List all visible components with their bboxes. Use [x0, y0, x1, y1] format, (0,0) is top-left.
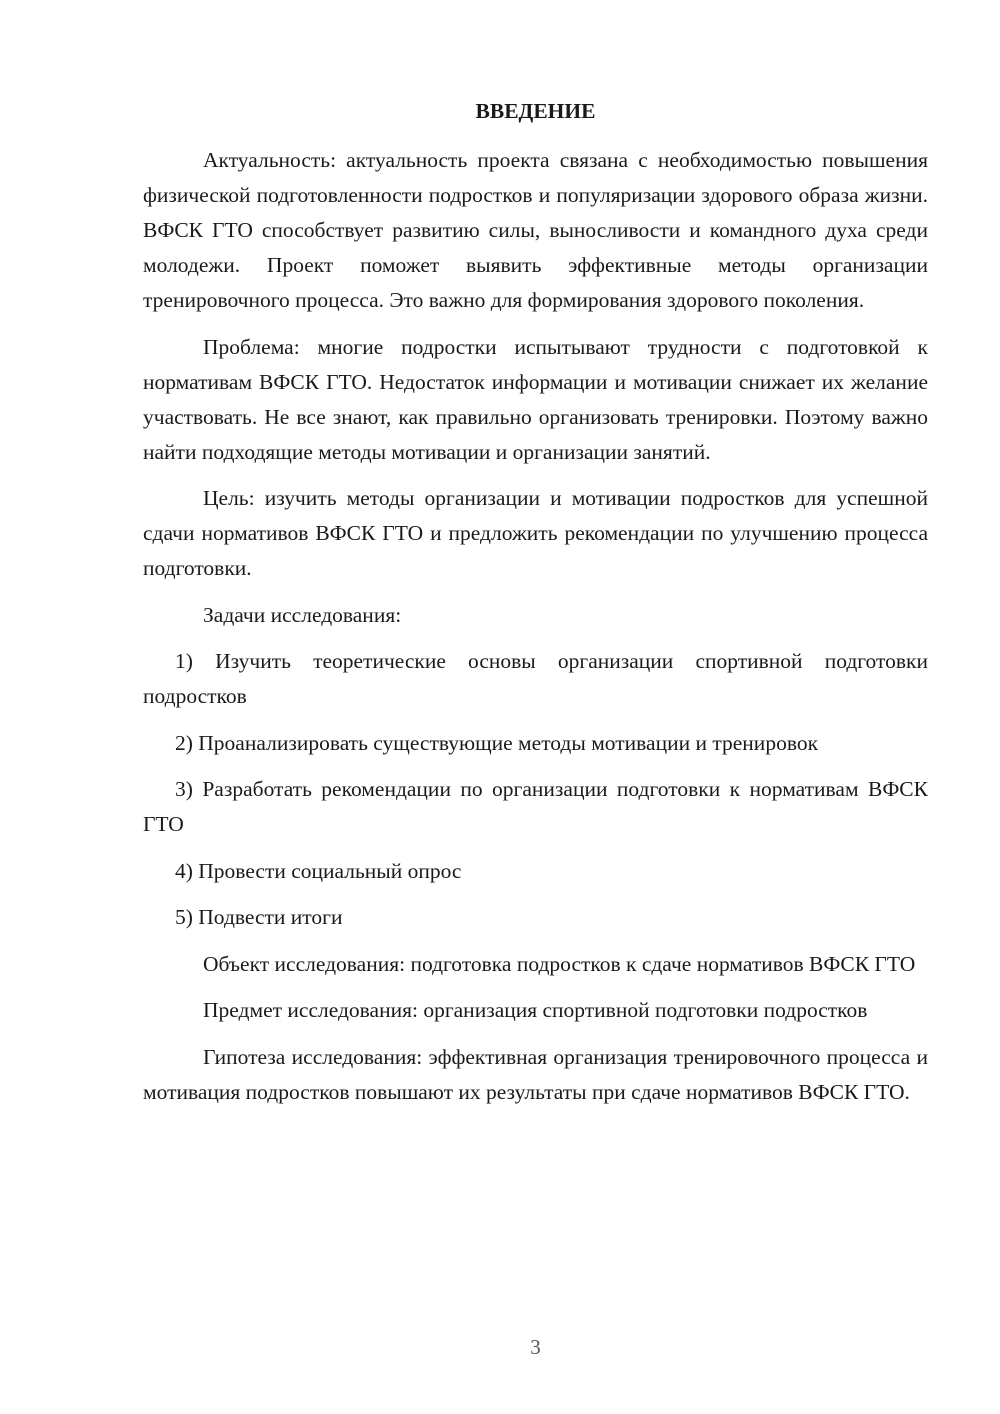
tasks-title: Задачи исследования: — [203, 602, 402, 627]
subject-paragraph: Предмет исследования: организация спортивной подготовки подростков — [203, 998, 868, 1022]
document-page — [143, 0, 928, 1414]
object-paragraph: Объект исследования: подготовка подростков к сдаче нормативов ВФСК ГТО — [203, 951, 916, 976]
task-item-1: 1) Изучить теоретические основы организации спортивной подготовки подростков — [143, 649, 928, 708]
task-item-2: 2) Проанализировать существующие методы мотивации и тренировок — [175, 730, 819, 755]
document-body — [143, 143, 928, 1121]
relevance-paragraph: Актуальность: актуальность проекта связана с необходимостью повышения физической подготовленности подростков и популяризации здорового образа жизни. ВФСК ГТО способствует развитию силы, выносливости и командного духа среди молодежи. Проект поможет выявить эффективные методы организации тренировочного процесса. Это важно для формирования здорового поколения. — [143, 148, 928, 312]
task-item-3: 3) Разработать рекомендации по организации подготовки к нормативам ВФСК ГТО — [143, 777, 928, 836]
task-item-5: 5) Подвести итоги — [175, 905, 343, 929]
task-item-4: 4) Провести социальный опрос — [175, 858, 462, 883]
goal-paragraph: Цель: изучить методы организации и мотивации подростков для успешной сдачи нормативов ВФСК ГТО и предложить рекомендации по улучшению процесса подготовки. — [143, 486, 928, 580]
hypothesis-paragraph: Гипотеза исследования: эффективная организация тренировочного процесса и мотивация подростков повышают их результаты при сдаче нормативов ВФСК ГТО. — [143, 1044, 928, 1104]
section-heading: ВВЕДЕНИЕ — [475, 99, 596, 123]
page-number: 3 — [530, 1335, 541, 1359]
problem-paragraph: Проблема: многие подростки испытывают трудности с подготовкой к нормативам ВФСК ГТО. Недостаток информации и мотивации снижает их желание участвовать. Не все знают, как правильно организовать тренировки. Поэтому важно найти подходящие методы мотивации и организации занятий. — [143, 334, 928, 464]
